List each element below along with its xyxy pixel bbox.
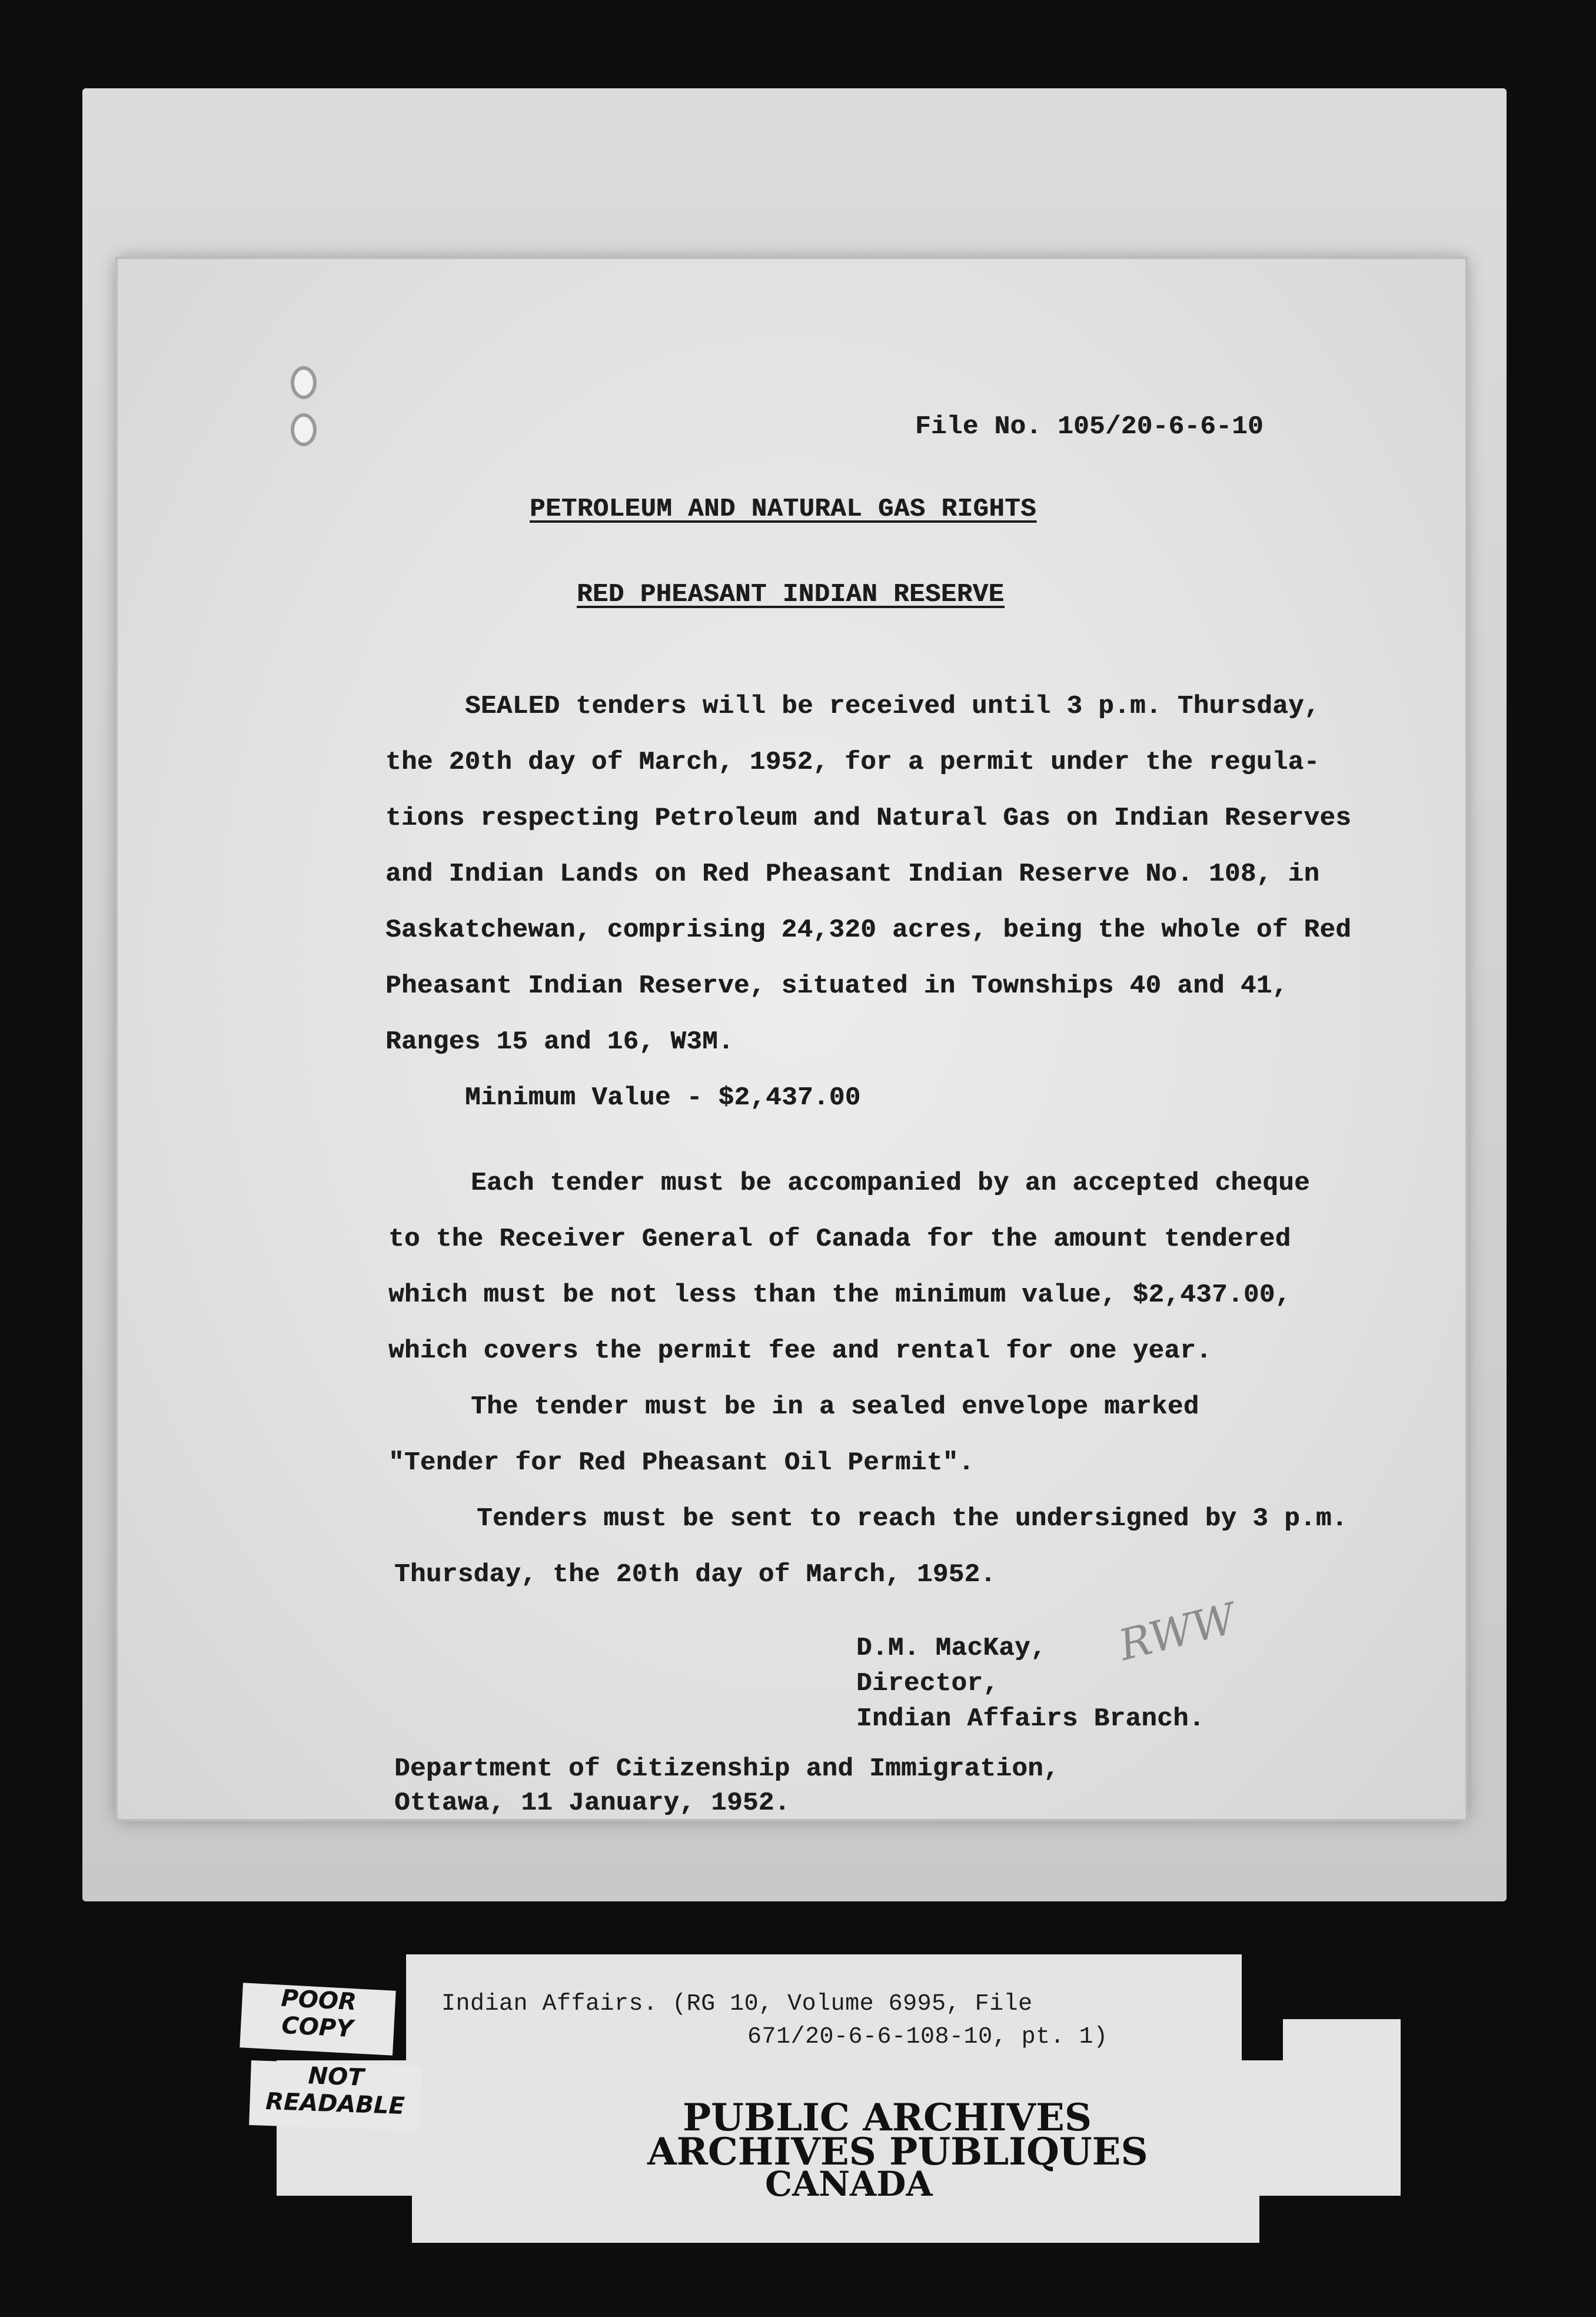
- paragraph-line: The tender must be in a sealed envelope marked: [471, 1392, 1199, 1422]
- paragraph-line: "Tender for Red Pheasant Oil Permit".: [388, 1448, 975, 1478]
- paragraph-line: Pheasant Indian Reserve, situated in Townships 40 and 41,: [385, 971, 1288, 1001]
- punch-hole-top: [291, 366, 317, 399]
- footer-department: Department of Citizenship and Immigration,: [394, 1754, 1059, 1784]
- title-line-2: RED PHEASANT INDIAN RESERVE: [577, 580, 1005, 609]
- paragraph-line: Tenders must be sent to reach the undersigned by 3 p.m.: [477, 1504, 1348, 1533]
- signature-name: D.M. MacKay,: [856, 1634, 1046, 1663]
- note-line: COPY: [281, 2011, 354, 2043]
- handwritten-initials: RWW: [1113, 1593, 1241, 1671]
- poor-copy-note: [240, 1983, 395, 2055]
- archive-institution-en: PUBLIC ARCHIVES: [683, 2096, 1092, 2140]
- paragraph-line: tions respecting Petroleum and Natural Gas on Indian Reserves: [385, 804, 1352, 833]
- paragraph-line: Each tender must be accompanied by an accepted cheque: [471, 1169, 1310, 1198]
- archive-tab: [1283, 2019, 1401, 2196]
- paragraph-line: to the Receiver General of Canada for the amount tendered: [388, 1224, 1291, 1254]
- note-line: POOR: [280, 1984, 357, 2016]
- archive-institution-country: CANADA: [765, 2164, 933, 2204]
- paragraph-line: Ranges 15 and 16, W3M.: [385, 1027, 734, 1057]
- note-line: NOT: [307, 2062, 365, 2092]
- title-line-1: PETROLEUM AND NATURAL GAS RIGHTS: [530, 494, 1036, 524]
- paragraph-line: and Indian Lands on Red Pheasant Indian Reserve No. 108, in: [385, 859, 1320, 889]
- punch-hole-bottom: [291, 413, 317, 446]
- archive-institution-fr: ARCHIVES PUBLIQUES: [647, 2130, 1148, 2174]
- paragraph-line: which must be not less than the minimum value, $2,437.00,: [388, 1280, 1291, 1310]
- minimum-value: Minimum Value - $2,437.00: [465, 1083, 861, 1113]
- note-line: READABLE: [265, 2087, 405, 2120]
- signature-title: Director,: [856, 1669, 999, 1698]
- paragraph-line: Saskatchewan, comprising 24,320 acres, being the whole of Red: [385, 915, 1352, 945]
- paragraph-line: which covers the permit fee and rental for one year.: [388, 1336, 1212, 1366]
- signature-branch: Indian Affairs Branch.: [856, 1704, 1205, 1734]
- footer-date: Ottawa, 11 January, 1952.: [394, 1788, 790, 1818]
- not-readable-note: [249, 2060, 422, 2131]
- paragraph-line: SEALED tenders will be received until 3 p.m. Thursday,: [465, 692, 1320, 721]
- archive-reference-line-1: Indian Affairs. (RG 10, Volume 6995, File: [441, 1991, 1033, 2017]
- archive-reference-line-2: 671/20-6-6-108-10, pt. 1): [747, 2024, 1108, 2050]
- paragraph-line: Thursday, the 20th day of March, 1952.: [394, 1560, 996, 1589]
- document-sheet: [118, 259, 1465, 1819]
- file-number: File No. 105/20-6-6-10: [915, 412, 1264, 442]
- archive-reference-slip: [406, 1954, 1242, 2084]
- paragraph-line: the 20th day of March, 1952, for a permit under the regula-: [385, 748, 1320, 777]
